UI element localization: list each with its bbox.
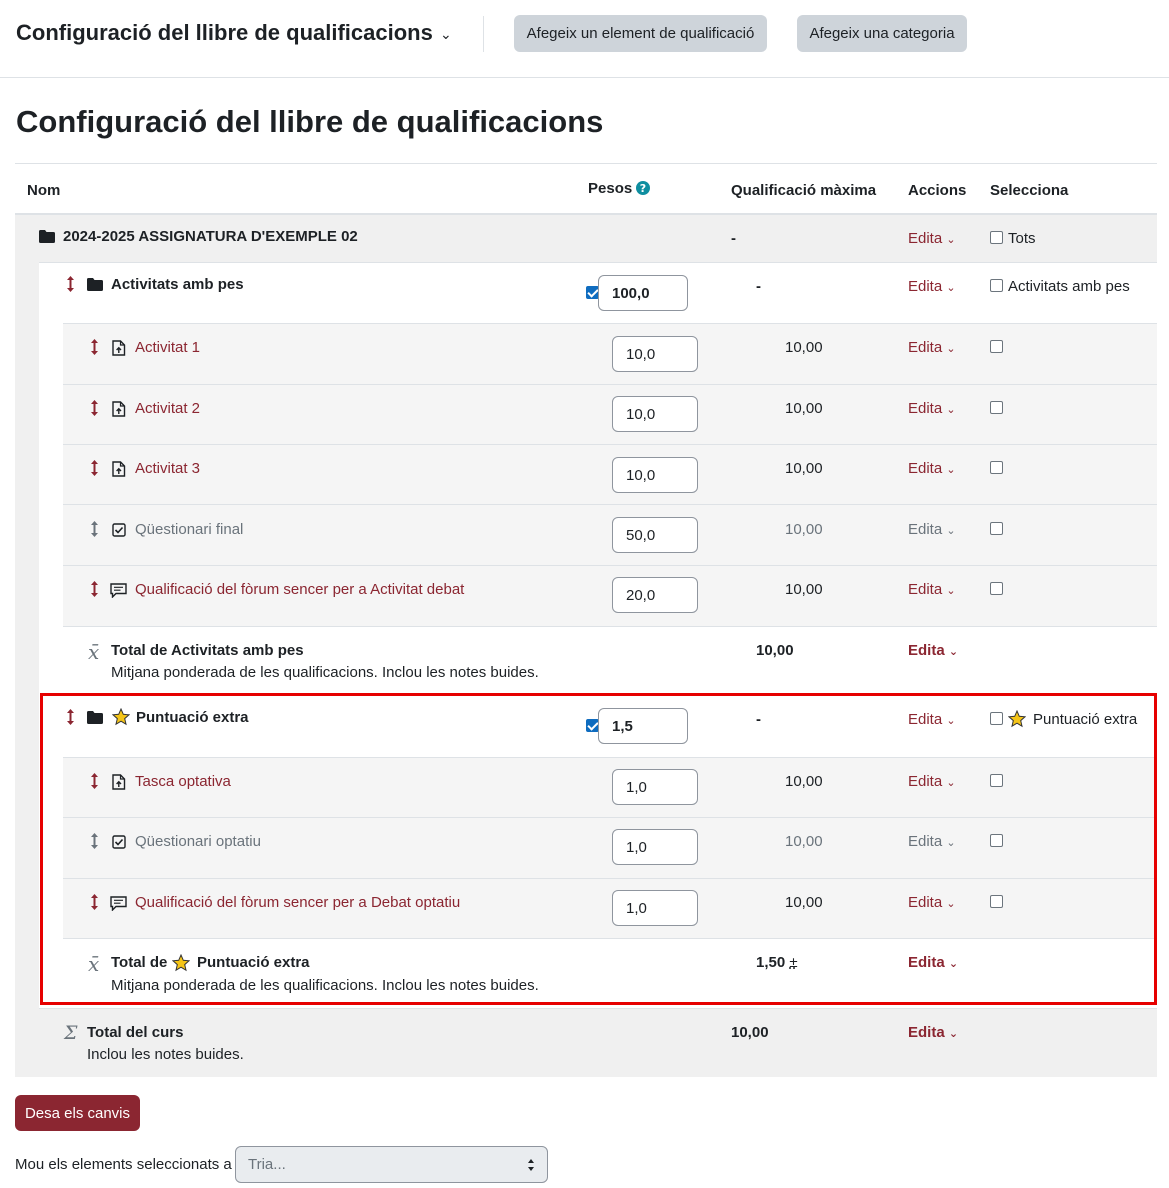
save-changes-button[interactable]: Desa els canvis [15,1095,140,1131]
page-title: Configuració del llibre de qualificacions [16,104,604,139]
move-selected-label: Mou els elements seleccionats a [15,1156,232,1173]
weight-input[interactable]: 10,0 [612,396,698,432]
select-item-checkbox[interactable] [990,522,1003,535]
select-category1-label: Activitats amb pes [1008,278,1130,295]
row-divider [63,626,1157,627]
move-icon[interactable] [90,400,99,416]
row-divider [63,504,1157,505]
edit-label: Edita [908,339,943,356]
chevron-down-icon: ⌄ [946,525,956,537]
edit-label: Edita [908,711,943,728]
item-edit-menu[interactable] [908,339,956,356]
mean-icon: x̄ [88,952,100,976]
category1-total-name: Total de Activitats amb pes [111,642,304,659]
chevron-down-icon: ⌄ [946,282,956,294]
max-grade-value: 10,00 [785,400,823,417]
select-item-checkbox[interactable] [990,340,1003,353]
grade-item-link[interactable]: Qüestionari optatiu [135,833,261,850]
mean-icon: x̄ [88,640,100,664]
weight-input[interactable]: 1,0 [612,890,698,926]
weight-input[interactable]: 10,0 [612,457,698,493]
select-all-checkbox[interactable] [990,231,1003,244]
category2-name: Puntuació extra [136,709,249,726]
edit-label: Edita [908,230,943,247]
item-edit-menu[interactable] [908,521,956,538]
weight-input[interactable]: 1,0 [612,769,698,805]
folder-icon [39,230,55,243]
max-grade-value: 10,00 [785,894,823,911]
course-total-name: Total del curs [87,1024,184,1041]
grade-item-link[interactable]: Qüestionari final [135,521,244,538]
help-icon[interactable] [636,181,650,195]
chevron-down-icon: ⌄ [946,898,956,910]
move-icon[interactable] [90,460,99,476]
edit-label: Edita [908,521,943,538]
chevron-down-icon: ⌄ [946,777,956,789]
category2-total-max-value: 1,50 [756,954,786,971]
move-icon[interactable] [90,339,99,355]
chevron-down-icon: ⌄ [946,585,956,597]
category1-total-description: Mitjana ponderada de les qualificacions. Inclou les notes buides. [111,664,539,681]
folder-icon [87,278,103,291]
select-item-checkbox[interactable] [990,582,1003,595]
grade-item-link[interactable]: Qualificació del fòrum sencer per a Debat optatiu [135,894,461,911]
quiz-icon [112,523,126,537]
column-header-max-grade: Qualificació màxima [731,182,877,199]
edit-label: Edita [908,773,943,790]
highlight-frame [40,693,1157,1005]
edit-label: Edita [908,833,943,850]
row-divider [63,384,1157,385]
max-grade-value: 10,00 [785,773,823,790]
add-category-button[interactable]: Afegeix una categoria [797,15,967,52]
select-all-label: Tots [1008,230,1036,247]
row-divider [63,565,1157,566]
move-icon[interactable] [66,276,75,292]
course-edit-menu[interactable] [908,230,956,247]
item-edit-menu[interactable] [908,400,956,417]
chevron-down-icon: ⌄ [948,1028,959,1040]
select-arrows-icon [527,1158,535,1172]
category2-weight-input[interactable]: 1,5 [598,708,688,744]
course-total-description: Inclou les notes buides. [87,1046,244,1063]
grade-item-link[interactable]: Qualificació del fòrum sencer per a Activitat debat [135,581,465,598]
table-top-border [15,163,1157,164]
edit-label: Edita [908,278,943,295]
edit-label: Edita [908,1024,945,1041]
weight-input[interactable]: 50,0 [612,517,698,553]
grade-item-link[interactable]: Activitat 2 [135,400,201,417]
header-title[interactable]: Configuració del llibre de qualificacions [16,20,433,45]
chevron-down-icon: ⌄ [948,646,959,658]
page-header [0,0,1169,78]
grade-item-link[interactable]: Activitat 3 [135,460,201,477]
edit-label: Edita [908,894,943,911]
max-grade-value: 10,00 [785,833,823,850]
column-header-select: Selecciona [990,182,1069,199]
category2-total-name: Puntuació extra [197,954,310,971]
select-item-checkbox[interactable] [990,401,1003,414]
add-grade-item-button[interactable]: Afegeix un element de qualificació [514,15,767,52]
assignment-icon [112,461,126,477]
row-divider [39,262,1157,263]
select-item-checkbox[interactable] [990,461,1003,474]
edit-label: Edita [908,460,943,477]
sum-icon: Σ [64,1022,78,1044]
max-grade-value: 10,00 [785,521,823,538]
category1-max-grade: - [756,278,761,295]
chevron-down-icon: ⌄ [946,837,956,849]
assignment-icon [112,340,126,356]
row-divider [63,444,1157,445]
category1-weight-input[interactable]: 100,0 [598,275,688,311]
grade-item-link[interactable]: Tasca optativa [135,773,231,790]
category1-total-max-grade: 10,00 [756,642,794,659]
weight-input[interactable]: 20,0 [612,577,698,613]
edit-label: Edita [908,642,945,659]
category2-max-grade: - [756,711,761,728]
move-icon[interactable] [90,521,99,537]
max-grade-value: 10,00 [785,460,823,477]
column-header-weights-label: Pesos [588,180,633,197]
chevron-down-icon: ⌄ [946,234,956,246]
select-category2-label: Puntuació extra [1033,711,1138,728]
chevron-down-icon: ⌄ [946,404,956,416]
edit-label: Edita [908,581,943,598]
column-header-weights [588,180,650,197]
row-divider [63,323,1157,324]
chevron-down-icon: ⌄ [946,464,956,476]
chevron-down-icon: ⌄ [946,343,956,355]
assignment-icon [112,401,126,417]
course-total-max-grade: 10,00 [731,1024,769,1041]
chevron-down-icon: ⌄ [946,715,956,727]
edit-label: Edita [908,400,943,417]
category2-total-description: Mitjana ponderada de les qualificacions. Inclou les notes buides. [111,977,539,994]
plus-minus-icon[interactable]: ± [789,954,798,971]
header-divider [483,16,484,52]
weight-input[interactable]: 10,0 [612,336,698,372]
weight-input[interactable]: 1,0 [612,829,698,865]
column-header-actions: Accions [908,182,967,199]
move-icon[interactable] [90,581,99,597]
move-destination-select[interactable] [235,1146,548,1183]
category1-name: Activitats amb pes [111,276,244,293]
category1-total-edit-menu[interactable] [908,642,958,659]
category2-total-prefix: Total de [111,954,168,971]
max-grade-value: 10,00 [785,339,823,356]
course-category-name: 2024-2025 ASSIGNATURA D'EXEMPLE 02 [63,228,358,245]
course-max-grade: - [731,230,736,247]
item-edit-menu[interactable] [908,460,956,477]
chevron-down-icon: ⌄ [948,958,959,970]
course-total-edit-menu[interactable] [908,1024,958,1041]
category1-edit-menu[interactable] [908,278,956,295]
item-edit-menu[interactable] [908,581,956,598]
column-header-name: Nom [27,182,61,199]
chevron-down-icon[interactable]: ⌄ [440,26,452,42]
grade-item-link[interactable]: Activitat 1 [135,339,201,356]
edit-label: Edita [908,954,945,971]
forum-icon [110,583,127,598]
svg-text:?: ? [640,182,647,195]
move-destination-value: Tria... [248,1156,286,1173]
row-divider [39,1008,1157,1009]
select-category1-checkbox[interactable] [990,279,1003,292]
max-grade-value: 10,00 [785,581,823,598]
